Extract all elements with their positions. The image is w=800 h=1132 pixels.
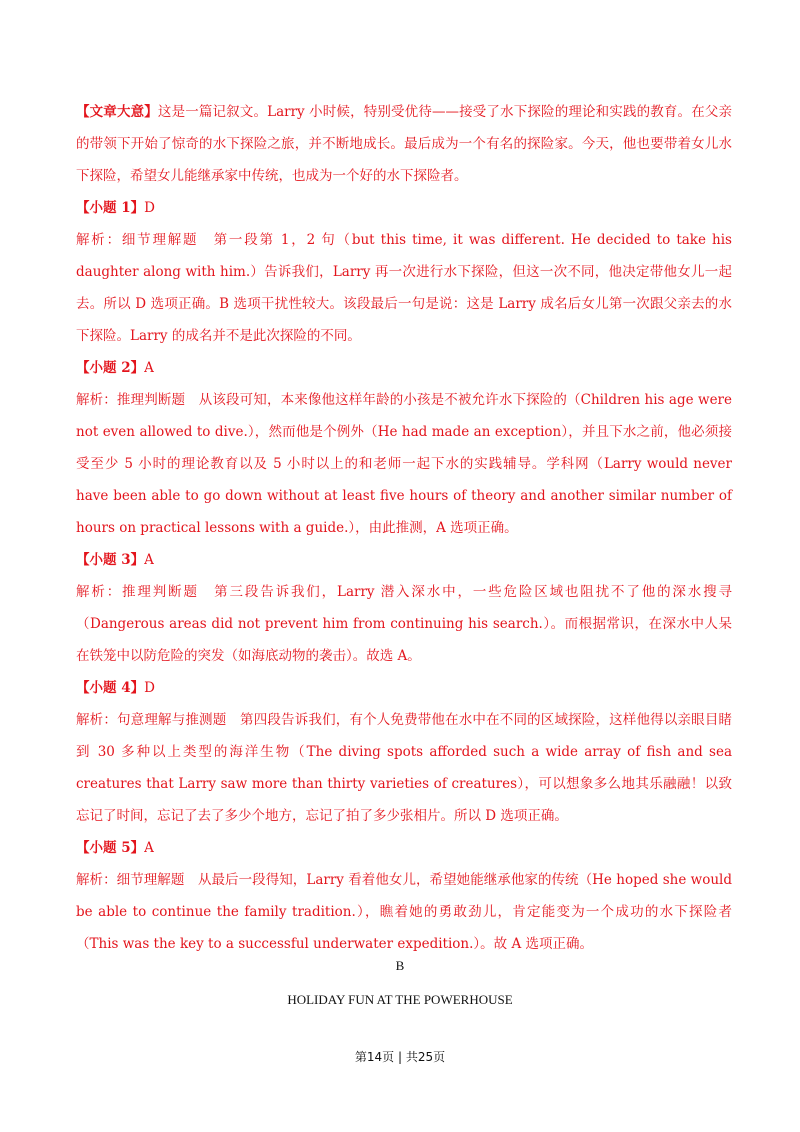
question-3-answer: A bbox=[144, 552, 154, 568]
question-2-header bbox=[76, 352, 732, 384]
question-1-header bbox=[76, 192, 732, 224]
question-3-label: 【小题 3】 bbox=[76, 552, 145, 568]
question-4-header bbox=[76, 672, 732, 704]
question-2-explanation: 解析：推理判断题 从该段可知，本来像他这样年龄的小孩是不被允许水下探险的（Children his age were not even allowed to dive.），然而他是个例外（He had made an exception），并且下水之前，他必须接受至少 5 小时的理论教育以及 5 小时以上的和老师一起下水的实践辅导。学科网（Larry would never have been able to go down without at least five hours of theory and another similar number of hours on practical lessons with a guide.），由此推测，A 选项正确。 bbox=[76, 392, 732, 536]
question-4-answer: D bbox=[144, 680, 155, 696]
question-3-header bbox=[76, 544, 732, 576]
question-2-label: 【小题 2】 bbox=[76, 360, 145, 376]
question-5-label: 【小题 5】 bbox=[76, 840, 145, 856]
summary-paragraph bbox=[76, 96, 732, 192]
question-5-explanation: 解析：细节理解题 从最后一段得知，Larry 看着他女儿，希望她能继承他家的传统（He hoped she would be able to continue the family tradition.），瞧着她的勇敢劲儿，肯定能变为一个成功的水下探险者（This was the key to a successful underwater expedition.）。故 A 选项正确。 bbox=[76, 872, 732, 952]
question-4-explanation: 解析：句意理解与推测题 第四段告诉我们，有个人免费带他在水中在不同的区域探险，这样他得以亲眼目睹到 30 多种以上类型的海洋生物（The diving spots afforded such a wide array of fish and sea creatures that Larry saw more than thirty varieties of creatures），可以想象多么地其乐融融！以致忘记了时间，忘记了去了多少个地方，忘记了拍了多少张相片。所以 D 选项正确。 bbox=[76, 712, 732, 824]
question-1-answer: D bbox=[144, 200, 155, 216]
answer-content bbox=[76, 96, 732, 960]
page-footer: 第14页 | 共25页 bbox=[354, 1050, 446, 1064]
section-title: HOLIDAY FUN AT THE POWERHOUSE bbox=[287, 992, 513, 1007]
question-5-header bbox=[76, 832, 732, 864]
question-5-answer: A bbox=[144, 840, 154, 856]
question-3-explanation: 解析：推理判断题 第三段告诉我们，Larry 潜入深水中，一些危险区域也阻扰不了他的深水搜寻（Dangerous areas did not prevent him from continuing his search.）。而根据常识，在深水中人呆在铁笼中以防危险的突发（如海底动物的袭击）。故选 A。 bbox=[76, 584, 732, 664]
question-2-answer: A bbox=[144, 360, 154, 376]
summary-text: 这是一篇记叙文。Larry 小时候，特别受优待——接受了水下探险的理论和实践的教育。在父亲的带领下开始了惊奇的水下探险之旅，并不断地成长。最后成为一个有名的探险家。今天，他也要带着女儿水下探险，希望女儿能继承家中传统，也成为一个好的水下探险者。 bbox=[76, 104, 733, 184]
question-1-explanation: 解析：细节理解题 第一段第 1，2 句（but this time, it was different. He decided to take his daughter along with him.）告诉我们，Larry 再一次进行水下探险，但这一次不同，他决定带他女儿一起去。所以 D 选项正确。B 选项干扰性较大。该段最后一句是说：这是 Larry 成名后女儿第一次跟父亲去的水下探险。Larry 的成名并不是此次探险的不同。 bbox=[76, 232, 732, 344]
question-1-label: 【小题 1】 bbox=[76, 200, 145, 216]
question-4-label: 【小题 4】 bbox=[76, 680, 145, 696]
summary-label: 【文章大意】 bbox=[76, 104, 158, 120]
section-letter: B bbox=[395, 958, 405, 973]
